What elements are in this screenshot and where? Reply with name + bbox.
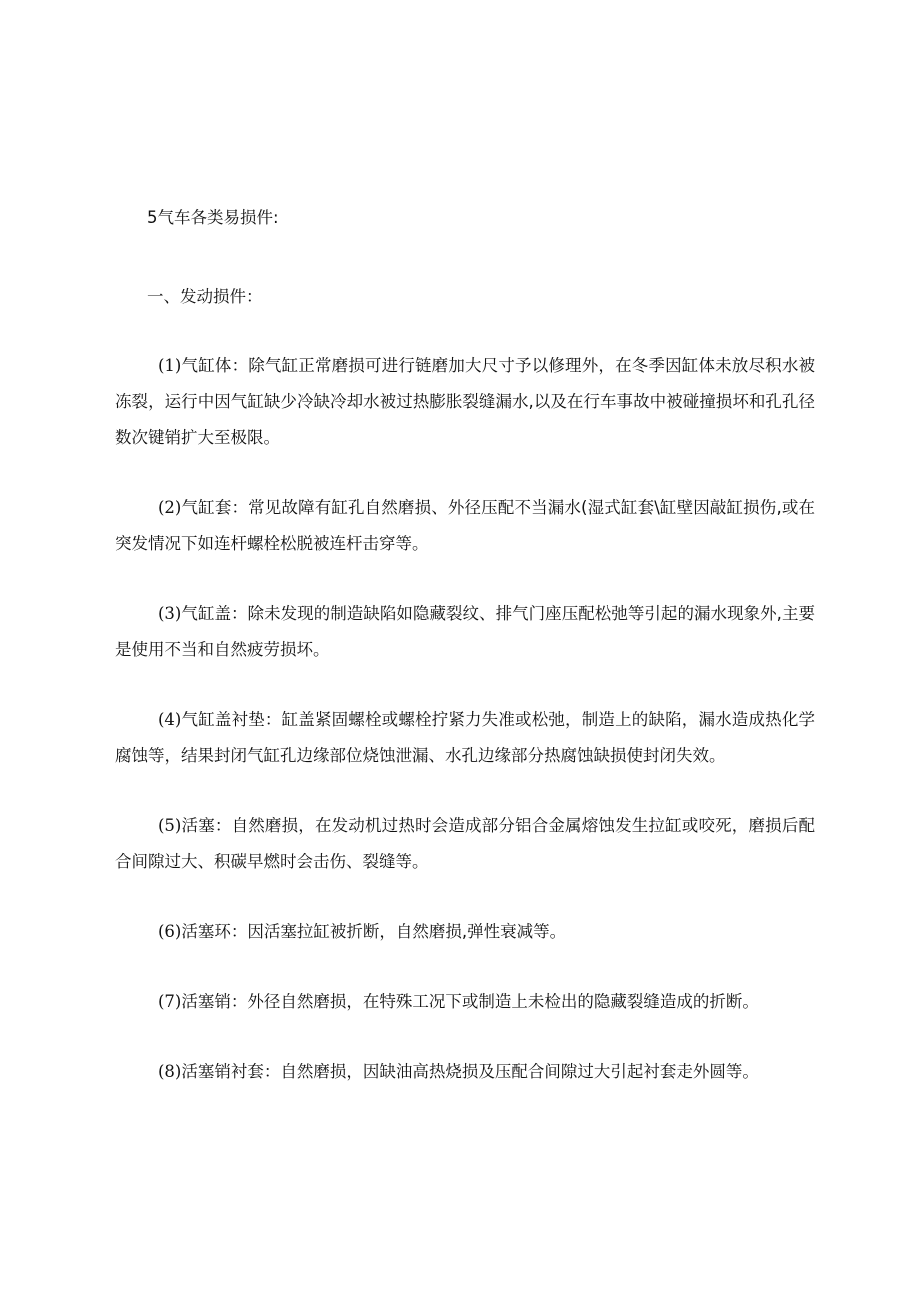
item-number: (2) — [158, 498, 182, 517]
list-item-7 — [115, 984, 815, 1020]
item-number: (5) — [158, 816, 182, 835]
list-item-2 — [115, 490, 815, 562]
item-text: 气缸盖：除未发现的制造缺陷如隐藏裂纹、排气门座压配松弛等引起的漏水现象外,主要是使用不当和自然疲劳损坏。 — [115, 604, 815, 659]
item-number: (6) — [158, 922, 182, 941]
list-item-8 — [115, 1054, 815, 1090]
item-text: 气缸盖衬垫：缸盖紧固螺栓或螺栓拧紧力失准或松弛，制造上的缺陷，漏水造成热化学腐蚀等，结果封闭气缸孔边缘部位烧蚀泄漏、水孔边缘部分热腐蚀缺损使封闭失效。 — [115, 710, 815, 765]
item-text: 气缸套：常见故障有缸孔自然磨损、外径压配不当漏水(湿式缸套\缸壁因敲缸损伤,或在突发情况下如连杆螺栓松脱被连杆击穿等。 — [115, 498, 815, 553]
document-title: 5气车各类易损件: — [147, 208, 279, 227]
item-number: (7) — [158, 992, 182, 1011]
document-body — [115, 200, 815, 1124]
item-number: (3) — [158, 604, 182, 623]
list-item-6 — [115, 914, 815, 950]
item-number: (4) — [158, 710, 182, 729]
section-heading: 一、发动损件： — [147, 287, 263, 306]
item-text: 活塞销衬套：自然磨损，因缺油高热烧损及压配合间隙过大引起衬套走外圆等。 — [181, 1062, 759, 1081]
list-item-3 — [115, 596, 815, 668]
item-number: (1) — [158, 356, 182, 375]
item-text: 活塞：自然磨损，在发动机过热时会造成部分铝合金属熔蚀发生拉缸或咬死，磨损后配合间隙过大、积碳早燃时会击伤、裂缝等。 — [115, 816, 815, 871]
item-text: 气缸体：除气缸正常磨损可进行链磨加大尺寸予以修理外，在冬季因缸体未放尽积水被冻裂，运行中因气缸缺少冷缺冷却水被过热膨胀裂缝漏水,以及在行车事故中被碰撞损坏和孔孔径数次键销扩大至极限。 — [115, 356, 815, 447]
list-item-5 — [115, 808, 815, 880]
list-item-4 — [115, 702, 815, 774]
item-text: 活塞环：因活塞拉缸被折断，自然磨损,弹性衰减等。 — [181, 922, 567, 941]
item-number: (8) — [158, 1062, 182, 1081]
item-text: 活塞销：外径自然磨损，在特殊工况下或制造上未检出的隐藏裂缝造成的折断。 — [181, 992, 759, 1011]
list-item-1 — [115, 348, 815, 456]
